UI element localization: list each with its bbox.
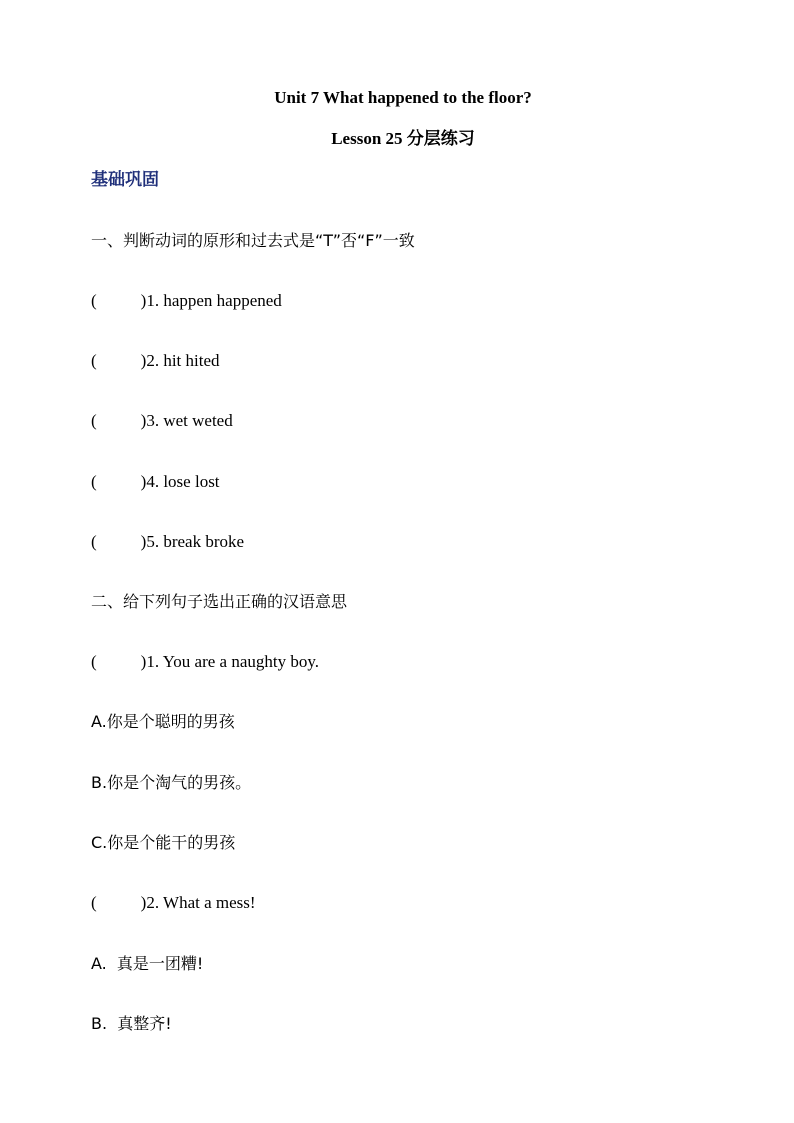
part1-item-3 (91, 410, 233, 432)
answer-bracket-open: ( (91, 472, 97, 491)
answer-bracket-open: ( (91, 291, 97, 310)
part2-q2-option-b: B. 真整齐! (91, 1014, 172, 1033)
part2-question-2 (91, 892, 256, 914)
answer-bracket-open: ( (91, 652, 97, 671)
part1-instruction: 一、判断动词的原形和过去式是“T”否“F”一致 (91, 231, 415, 250)
question-text: )5. break broke (140, 532, 245, 551)
section-heading: 基础巩固 (91, 170, 159, 189)
part1-item-1 (91, 290, 282, 312)
document-title: Unit 7 What happened to the floor? (274, 88, 532, 107)
question-text: )1. You are a naughty boy. (140, 652, 319, 671)
part2-instruction: 二、给下列句子选出正确的汉语意思 (91, 592, 348, 611)
document-subtitle: Lesson 25 分层练习 (331, 129, 475, 148)
part1-item-5 (91, 531, 244, 553)
answer-bracket-open: ( (91, 893, 97, 912)
question-text: )2. What a mess! (140, 893, 256, 912)
answer-bracket-open: ( (91, 351, 97, 370)
part2-question-1 (91, 651, 319, 673)
question-text: )1. happen happened (140, 291, 282, 310)
answer-bracket-open: ( (91, 411, 97, 430)
part2-q1-option-b: B.你是个淘气的男孩。 (91, 773, 252, 792)
answer-bracket-open: ( (91, 532, 97, 551)
part2-q1-option-c: C.你是个能干的男孩 (91, 833, 236, 852)
part2-q2-option-a: A. 真是一团糟! (91, 954, 204, 973)
part1-item-4 (91, 471, 220, 493)
part2-q1-option-a: A.你是个聪明的男孩 (91, 712, 235, 731)
question-text: )3. wet weted (140, 411, 233, 430)
question-text: )4. lose lost (140, 472, 220, 491)
question-text: )2. hit hited (140, 351, 220, 370)
part1-item-2 (91, 350, 220, 372)
